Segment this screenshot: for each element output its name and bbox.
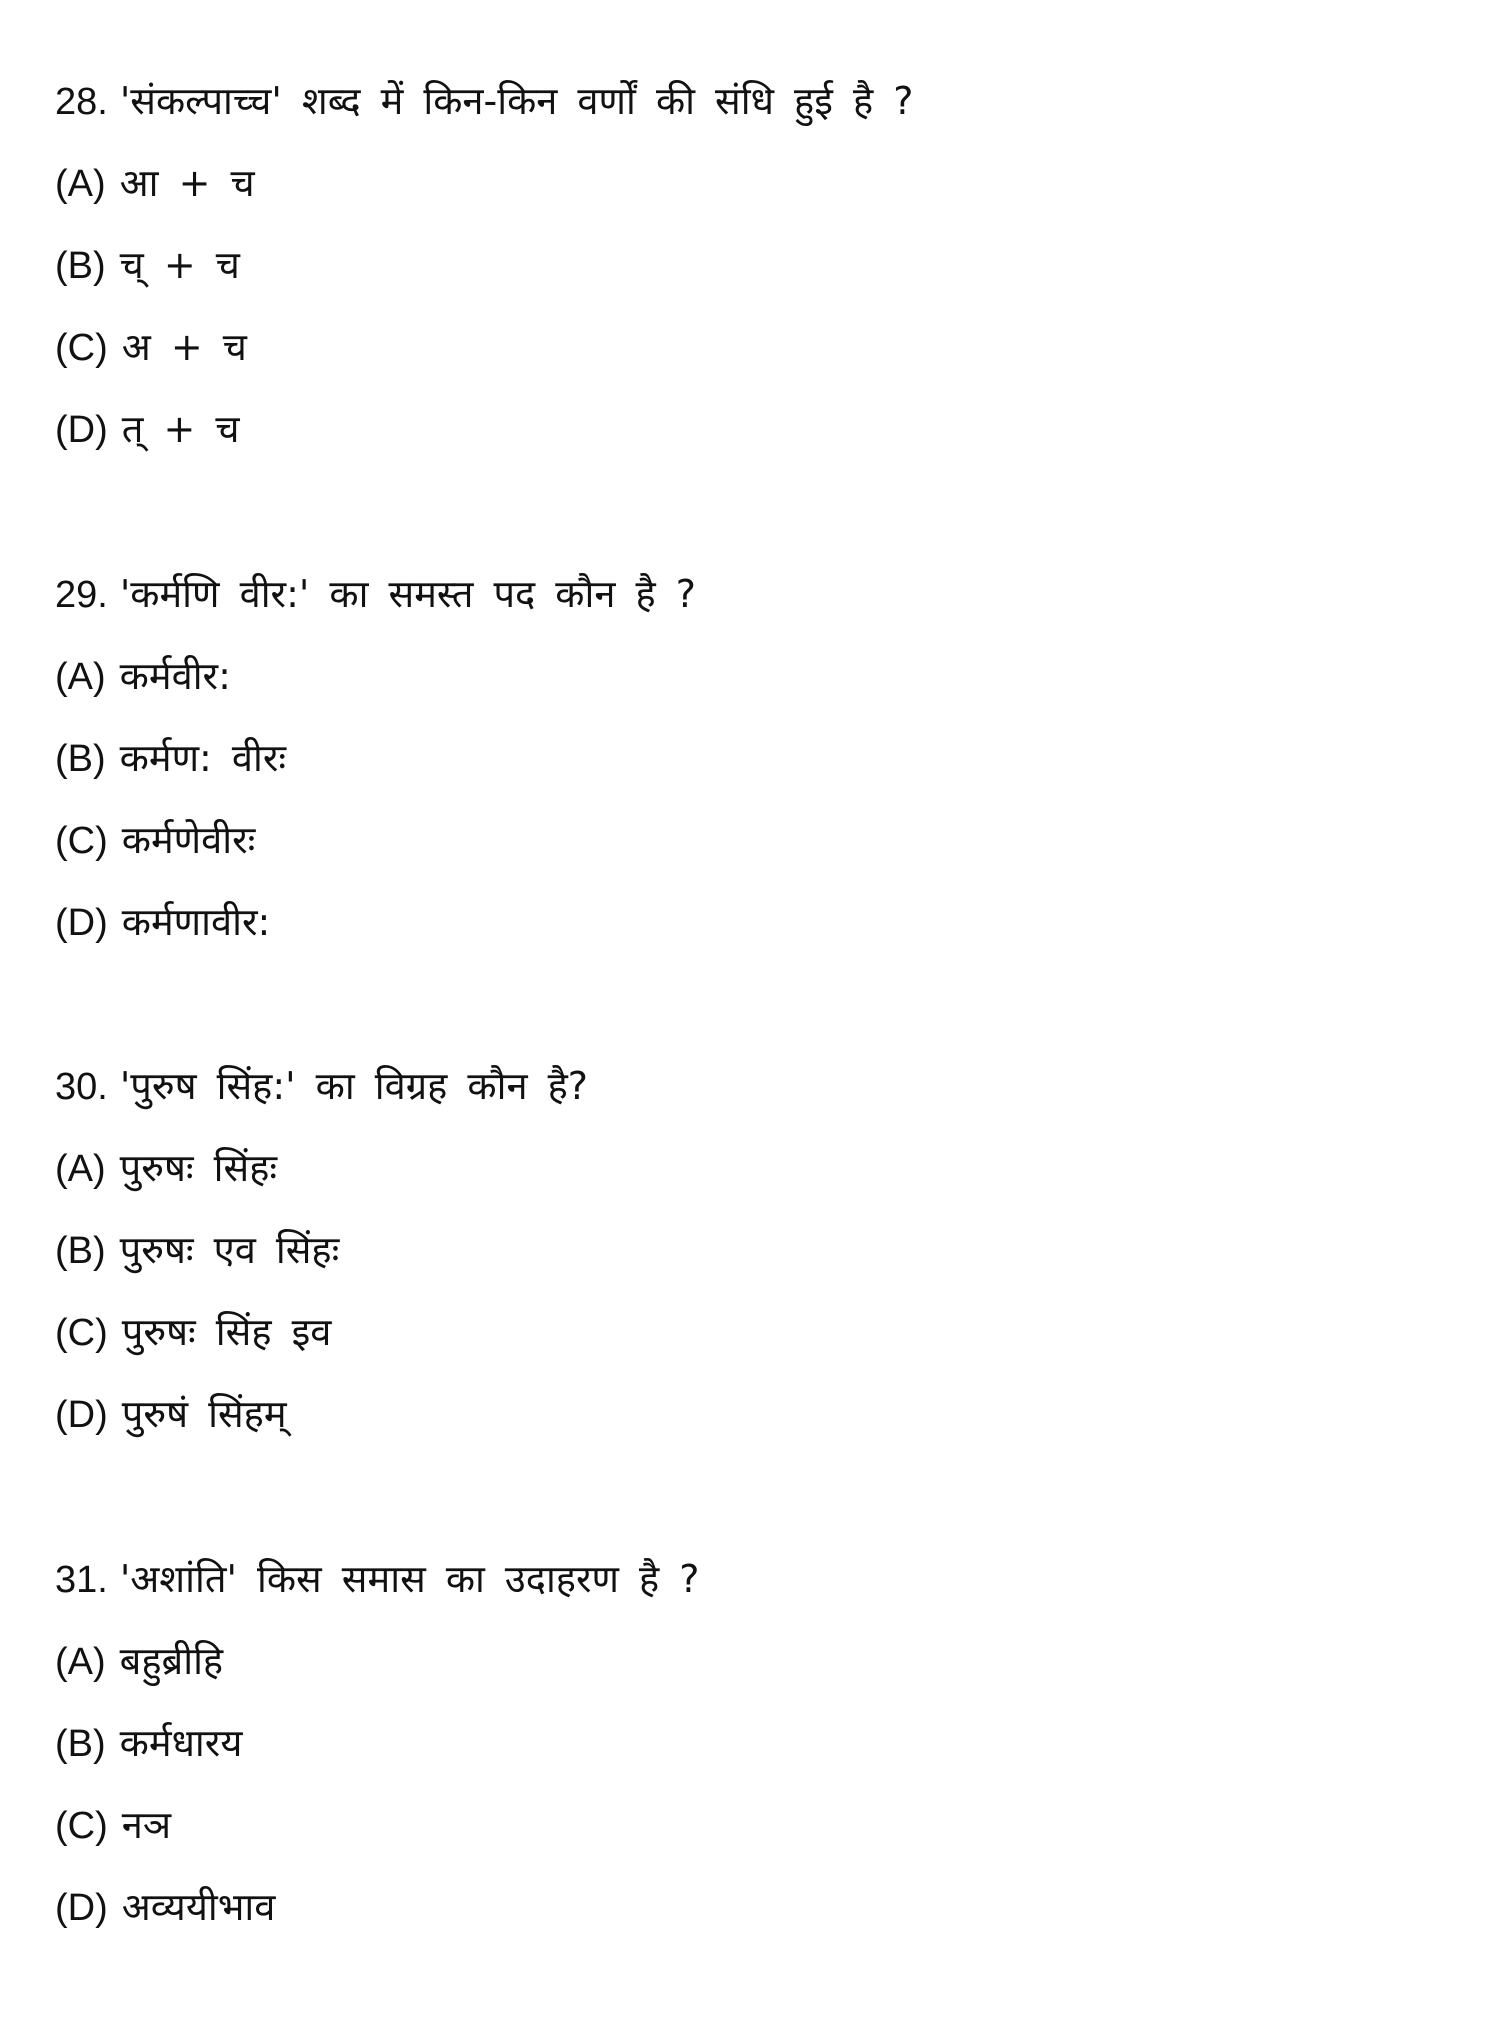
question-block <box>55 553 696 963</box>
answer-option[interactable] <box>55 1702 699 1784</box>
question-block <box>55 1538 699 1948</box>
answer-option[interactable] <box>55 1373 588 1455</box>
answer-option[interactable] <box>55 799 696 881</box>
option-text: बहुब्रीहि <box>119 1639 224 1683</box>
option-text: कर्मधारय <box>119 1721 243 1765</box>
option-text: पुरुषः सिंहः <box>119 1146 278 1190</box>
question-text: 'पुरुष सिंह:' का विग्रह कौन है? <box>119 1064 588 1108</box>
option-label: (D) <box>55 409 108 451</box>
option-label: (B) <box>55 245 106 287</box>
option-text: अ + च <box>121 325 247 369</box>
option-label: (D) <box>55 1394 108 1436</box>
option-label: (C) <box>55 820 108 862</box>
option-label: (B) <box>55 1230 106 1272</box>
option-label: (A) <box>55 656 106 698</box>
question-stem <box>55 1538 699 1620</box>
answer-option[interactable] <box>55 306 913 388</box>
answer-option[interactable] <box>55 635 696 717</box>
option-label: (D) <box>55 902 108 944</box>
option-text: पुरुषः सिंह इव <box>121 1310 332 1354</box>
option-label: (A) <box>55 1641 106 1683</box>
option-label: (C) <box>55 1805 108 1847</box>
question-text: 'कर्मणि वीर:' का समस्त पद कौन है ? <box>119 572 696 616</box>
question-number: 30. <box>55 1066 108 1108</box>
answer-option[interactable] <box>55 1784 699 1866</box>
option-label: (B) <box>55 1723 106 1765</box>
option-label: (D) <box>55 1887 108 1929</box>
option-text: कर्मणेवीरः <box>121 818 256 862</box>
answer-option[interactable] <box>55 1620 699 1702</box>
option-label: (B) <box>55 738 106 780</box>
option-text: नञ <box>121 1803 172 1847</box>
question-stem <box>55 60 913 142</box>
answer-option[interactable] <box>55 224 913 306</box>
answer-option[interactable] <box>55 142 913 224</box>
option-label: (C) <box>55 1312 108 1354</box>
option-text: कर्मणावीर: <box>121 900 271 944</box>
option-text: कर्मवीर: <box>119 654 231 698</box>
option-text: पुरुषं सिंहम् <box>121 1392 287 1436</box>
answer-option[interactable] <box>55 1291 588 1373</box>
question-stem <box>55 553 696 635</box>
question-number: 28. <box>55 81 108 123</box>
answer-option[interactable] <box>55 717 696 799</box>
question-number: 31. <box>55 1559 108 1601</box>
question-block <box>55 60 913 470</box>
answer-option[interactable] <box>55 1209 588 1291</box>
option-text: कर्मण: वीरः <box>119 736 287 780</box>
question-stem <box>55 1045 588 1127</box>
question-block <box>55 1045 588 1455</box>
option-label: (C) <box>55 327 108 369</box>
option-text: त् + च <box>121 407 240 451</box>
answer-option[interactable] <box>55 388 913 470</box>
option-text: च् + च <box>119 243 240 287</box>
option-text: आ + च <box>119 161 255 205</box>
option-label: (A) <box>55 163 106 205</box>
answer-option[interactable] <box>55 1866 699 1948</box>
answer-option[interactable] <box>55 1127 588 1209</box>
question-text: 'संकल्पाच्च' शब्द में किन-किन वर्णों की संधि हुई है ? <box>119 79 914 123</box>
option-label: (A) <box>55 1148 106 1190</box>
question-number: 29. <box>55 574 108 616</box>
option-text: अव्ययीभाव <box>121 1885 276 1929</box>
answer-option[interactable] <box>55 881 696 963</box>
option-text: पुरुषः एव सिंहः <box>119 1228 340 1272</box>
question-text: 'अशांति' किस समास का उदाहरण है ? <box>119 1557 700 1601</box>
